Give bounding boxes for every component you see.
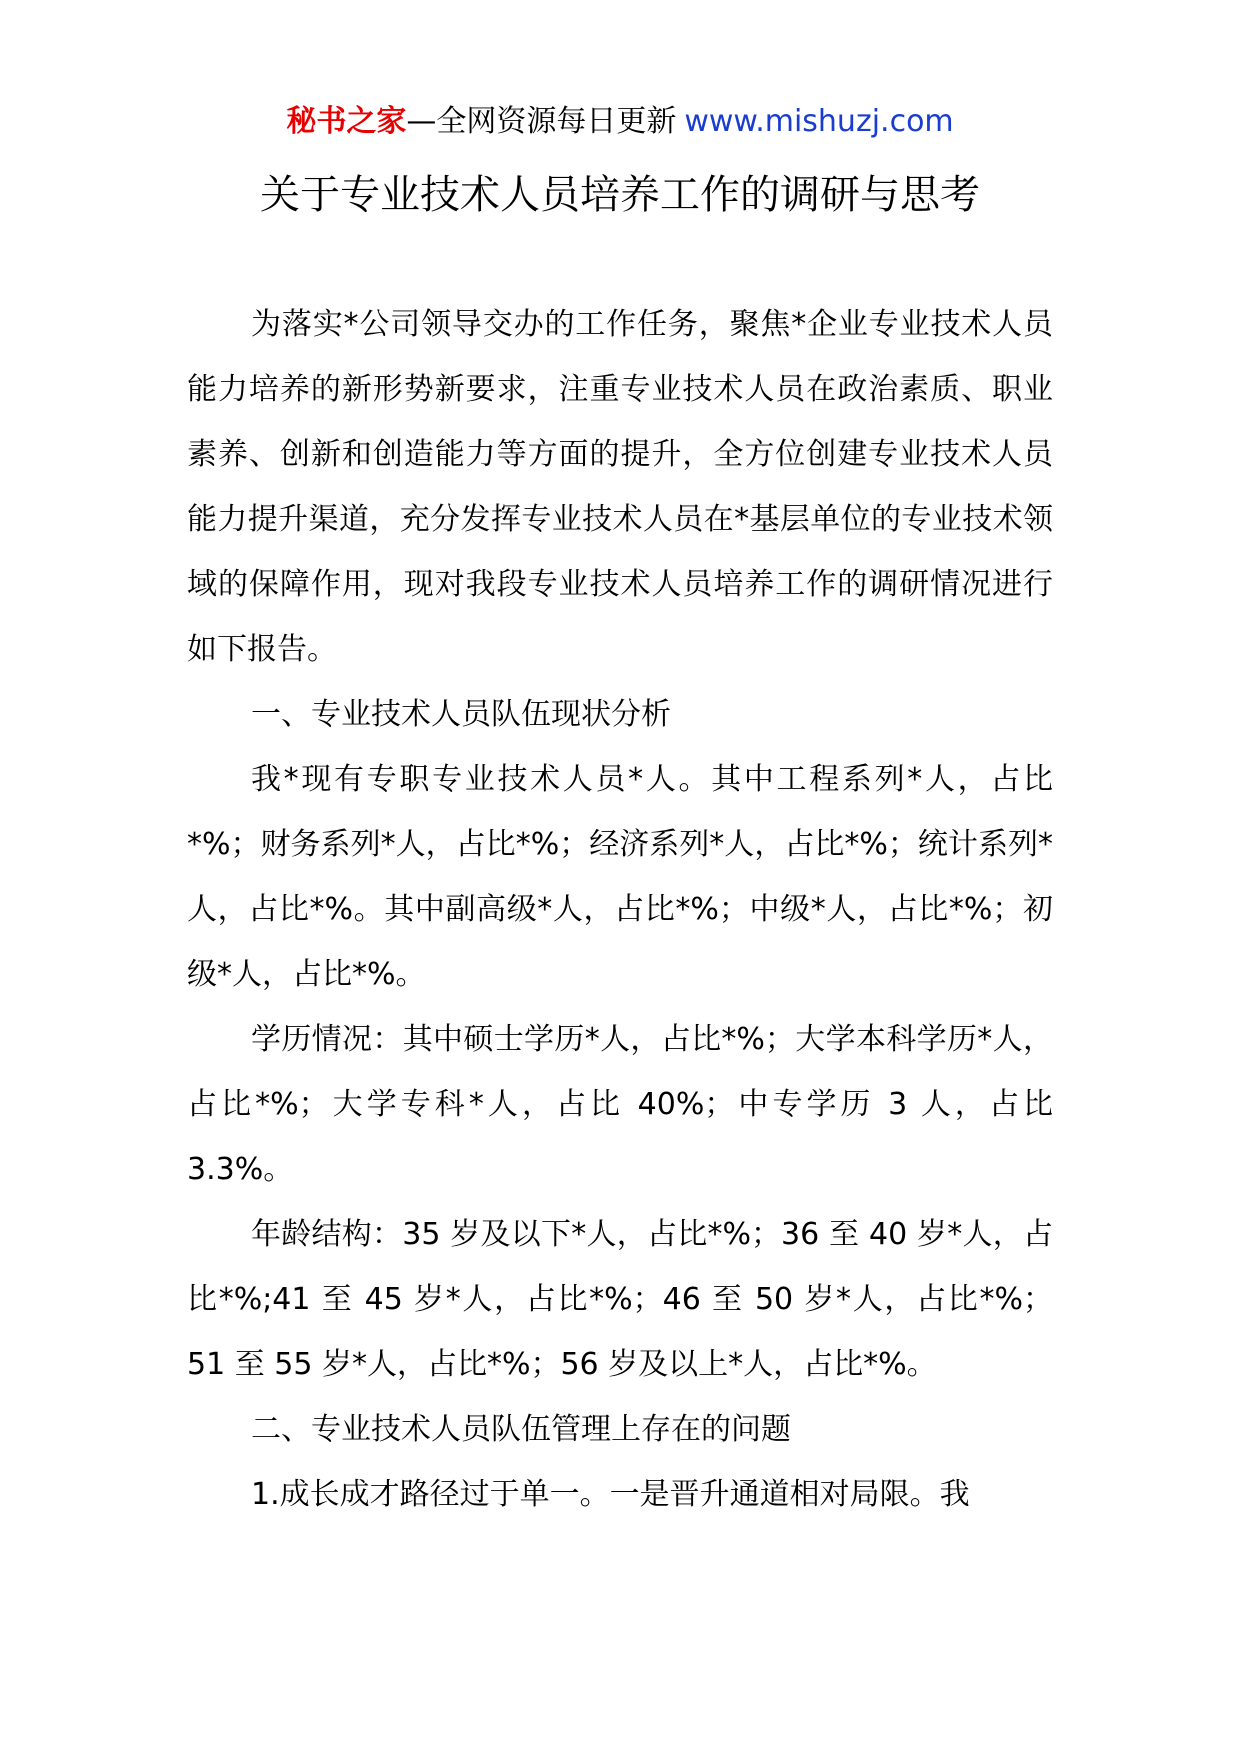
section-heading-2: 二、专业技术人员队伍管理上存在的问题: [251, 1412, 791, 1447]
paragraph-problem-1: 1.成长成才路径过于单一。一是晋升通道相对局限。我: [251, 1477, 970, 1512]
paragraph-education: 学历情况：其中硕士学历*人，占比*%；大学本科学历*人，占比*%；大学专科*人，占比 40%；中专学历 3 人，占比 3.3%。: [187, 1022, 1053, 1187]
paragraph-age-structure: 年龄结构：35 岁及以下*人，占比*%；36 至 40 岁*人，占比*%;41 至 45 岁*人，占比*%；46 至 50 岁*人，占比*%；51 至 55 岁*人，占比*%；56 岁及以上*人，占比*%。: [187, 1217, 1053, 1382]
section-heading-1: 一、专业技术人员队伍现状分析: [251, 697, 671, 732]
paragraph-intro: 为落实*公司领导交办的工作任务，聚焦*企业专业技术人员能力培养的新形势新要求，注重专业技术人员在政治素质、职业素养、创新和创造能力等方面的提升，全方位创建专业技术人员能力提升渠道，充分发挥专业技术人员在*基层单位的专业技术领域的保障作用，现对我段专业技术人员培养工作的调研情况进行如下报告。: [187, 307, 1053, 667]
site-header: [0, 100, 1240, 144]
document-title: 关于专业技术人员培养工作的调研与思考: [260, 172, 980, 218]
site-name: 秘书之家: [286, 104, 407, 139]
site-url-link[interactable]: www.mishuzj.com: [684, 104, 954, 139]
site-slogan: —全网资源每日更新: [406, 104, 677, 139]
paragraph-staff-composition: 我*现有专职专业技术人员*人。其中工程系列*人，占比*%；财务系列*人，占比*%；经济系列*人，占比*%；统计系列*人，占比*%。其中副高级*人，占比*%；中级*人，占比*%；初级*人，占比*%。: [187, 762, 1053, 992]
document-body: [187, 292, 1053, 1527]
